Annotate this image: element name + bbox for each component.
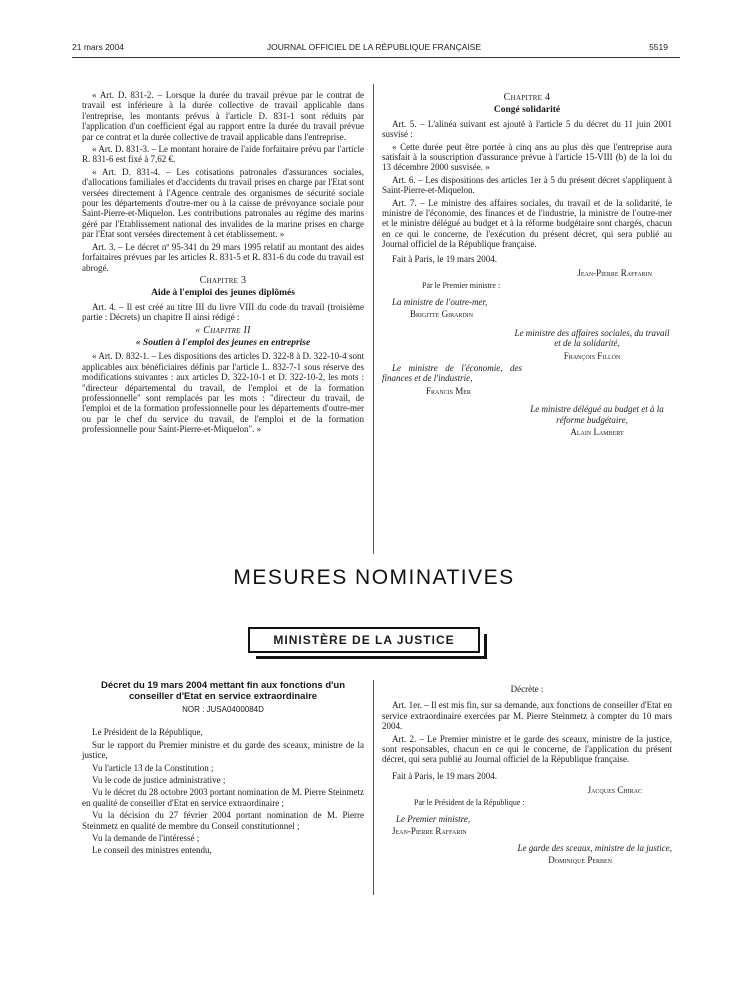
paragraph: « Cette durée peut être portée à cinq ans au plus dès que l'entreprise aura satisfait à la souscription d'assurance prévue à l'article 15-VIII (b) de la loi du 13 décembre 2000 susvisée. »: [382, 141, 672, 173]
nor-reference: NOR : JUSA0400084D: [182, 705, 264, 714]
paragraph: « Art. D. 831-2. – Lorsque la durée du travail prévue par le contrat de travail est inférieure à la durée collective de travail applicable dans l'entreprise, les montants prévus à l'article D. 831-1 sont réduits par l'application d'un coefficient égal au rapport entre la durée du travail prévue par ce contrat et la durée collective de travail applicable dans l'entreprise.: [82, 90, 364, 142]
decree-line: Vu la demande de l'intéressé ;: [92, 833, 200, 844]
paragraph: Art. 7. – Le ministre des affaires sociales, du travail et de la solidarité, le ministre de l'économie, des finances et de l'industrie, la ministre de l'outre-mer et le ministre délégué au budget et à la réforme budgétaire sont chargés, chacun en ce qui le concerne, de l'exécution du présent décret, qui sera publié au Journal officiel de la République française.: [382, 197, 672, 250]
signature-pm: Jean-Pierre Raffarin: [577, 268, 652, 279]
minister-title: Le Premier ministre,: [396, 814, 471, 825]
minister-name: François Fillon: [563, 350, 621, 361]
decree-left-column: [82, 680, 364, 858]
decrete: Décrète :: [510, 684, 544, 694]
fait-a-paris: Fait à Paris, le 19 mars 2004.: [392, 253, 497, 264]
header-title: JOURNAL OFFICIEL DE LA RÉPUBLIQUE FRANÇAISE: [266, 42, 482, 52]
decree-line: Le conseil des ministres entendu,: [92, 845, 212, 856]
paragraph: Art. 3. – Le décret nº 95-341 du 29 mars 1995 relatif au montant des aides forfaitaires prévues par les articles R. 831-5 et R. 831-6 du code du travail est abrogé.: [82, 241, 364, 273]
minister-title: Le ministre délégué au budget et à la réforme budgétaire,: [530, 404, 664, 425]
chapter-title: Aide à l'emploi des jeunes diplômés: [151, 288, 295, 299]
section-title: MESURES NOMINATIVES: [233, 566, 515, 589]
decree-line: Vu le code de justice administrative ;: [92, 775, 226, 786]
minister-title: Le ministre de l'économie, des finances et de l'industrie,: [382, 362, 522, 384]
minister-title: Le garde des sceaux, ministre de la justice,: [517, 842, 672, 853]
header-rule: [72, 57, 680, 58]
decree-article: Art. 2. – Le Premier ministre et le garde des sceaux, ministre de la justice, sont responsables, chacun en ce qui le concerne, de l'application du présent décret, qui sera publié au Journal officiel de la République française.: [382, 733, 672, 765]
page-number: 5519: [649, 42, 668, 52]
paragraph: « Art. D. 831-3. – Le montant horaire de l'aide forfaitaire prévu par l'article R. 831-6 est fixé à 7,62 €.: [82, 144, 364, 165]
decree-line: Vu la décision du 27 février 2004 portant nomination de M. Pierre Steinmetz en qualité de membre du Conseil constitutionnel ;: [82, 810, 364, 831]
decree-title: Décret du 19 mars 2004 mettant fin aux fonctions d'un conseiller d'Etat en service extraordinaire: [100, 680, 346, 702]
decree-right-column: [382, 684, 672, 868]
decree-line: Vu l'article 13 de la Constitution ;: [92, 762, 214, 773]
decree-line: Vu le décret du 28 octobre 2003 portant nomination de M. Pierre Steinmetz en qualité de conseiller d'Etat en service extraordinaire ;: [82, 787, 364, 808]
decree-line: Sur le rapport du Premier ministre et du garde des sceaux, ministre de la justice,: [82, 739, 364, 761]
chapter-title: « Soutien à l'emploi des jeunes en entreprise: [135, 337, 311, 348]
paragraph: Art. 4. – Il est créé au titre III du livre VIII du code du travail (troisième partie : Décrets) un chapitre II ainsi rédigé :: [82, 301, 364, 323]
par-le-president: Par le Président de la République :: [414, 797, 525, 807]
right-column: [382, 90, 672, 439]
ministry-heading: MINISTÈRE DE LA JUSTICE: [248, 627, 480, 653]
minister-name: Dominique Perben: [548, 855, 612, 866]
paragraph: « Art. D. 832-1. – Les dispositions des articles D. 322-8 à D. 322-10-4 sont applicables aux bénéficiaires définis par l'article L. 832-7-1 sous réserve des modifications suivantes : aux articles D. 322-10-1 et D. 322-10-2, les mots : "directeur départemental du travail, de l'emploi et de la formation professionnelle" sont remplacés par les mots : "directeur du travail, de l'emploi et de la formation professionnelle pour les départements d'outre-mer ou par le chef du service du travail, de l'emploi et de la formation professionnelle pour Saint-Pierre-et-Miquelon". »: [82, 351, 364, 435]
minister-name: Francis Mer: [426, 385, 471, 396]
chapter-heading: Chapitre 3: [199, 274, 247, 286]
minister-title: La ministre de l'outre-mer,: [392, 296, 488, 307]
left-column: [82, 90, 364, 437]
par-le-premier-ministre: Par le Premier ministre :: [422, 280, 501, 290]
header-date: 21 mars 2004: [72, 42, 124, 52]
paragraph: « Art. D. 831-4. – Les cotisations patronales d'assurances sociales, d'allocations familiales et d'accidents du travail prises en charge par l'Etat sont versées directement à l'Agence centrale des organismes de sécurité sociale pour les départements d'outre-mer ou à la caisse de prévoyance sociale pour Saint-Pierre-et-Miquelon. Les contributions patronales au régime des marins géré par l'Etablissement national des invalides de la marine prises en charge par l'Etat sont versées directement à cet établissement. »: [82, 166, 364, 240]
minister-title: Le ministre des affaires sociales, du travail et de la solidarité,: [514, 327, 670, 349]
signature-president: Jacques Chirac: [587, 785, 642, 796]
decree-line: Le Président de la République,: [92, 727, 203, 738]
paragraph: Art. 5. – L'alinéa suivant est ajouté à l'article 5 du décret du 11 juin 2001 susvisé :: [382, 118, 672, 140]
chapter-heading: Chapitre 4: [503, 92, 551, 103]
chapter-heading: « Chapitre II: [195, 324, 251, 336]
paragraph: Art. 6. – Les dispositions des articles 1er à 5 du présent décret s'appliquent à Saint-Pierre-et-Miquelon.: [382, 174, 672, 196]
chapter-title: Congé solidarité: [493, 105, 561, 116]
minister-name: Brigitte Girardin: [410, 309, 474, 320]
fait-a-paris: Fait à Paris, le 19 mars 2004.: [392, 770, 497, 781]
minister-name: Alain Lambert: [570, 426, 624, 437]
decree-article: Art. 1er. – Il est mis fin, sur sa demande, aux fonctions de conseiller d'Etat en service extraordinaire exercées par M. Pierre Steinmetz à compter du 10 mars 2004.: [382, 700, 672, 732]
minister-name: Jean-Pierre Raffarin: [392, 826, 467, 837]
column-divider: [373, 84, 374, 554]
column-divider: [373, 680, 374, 895]
